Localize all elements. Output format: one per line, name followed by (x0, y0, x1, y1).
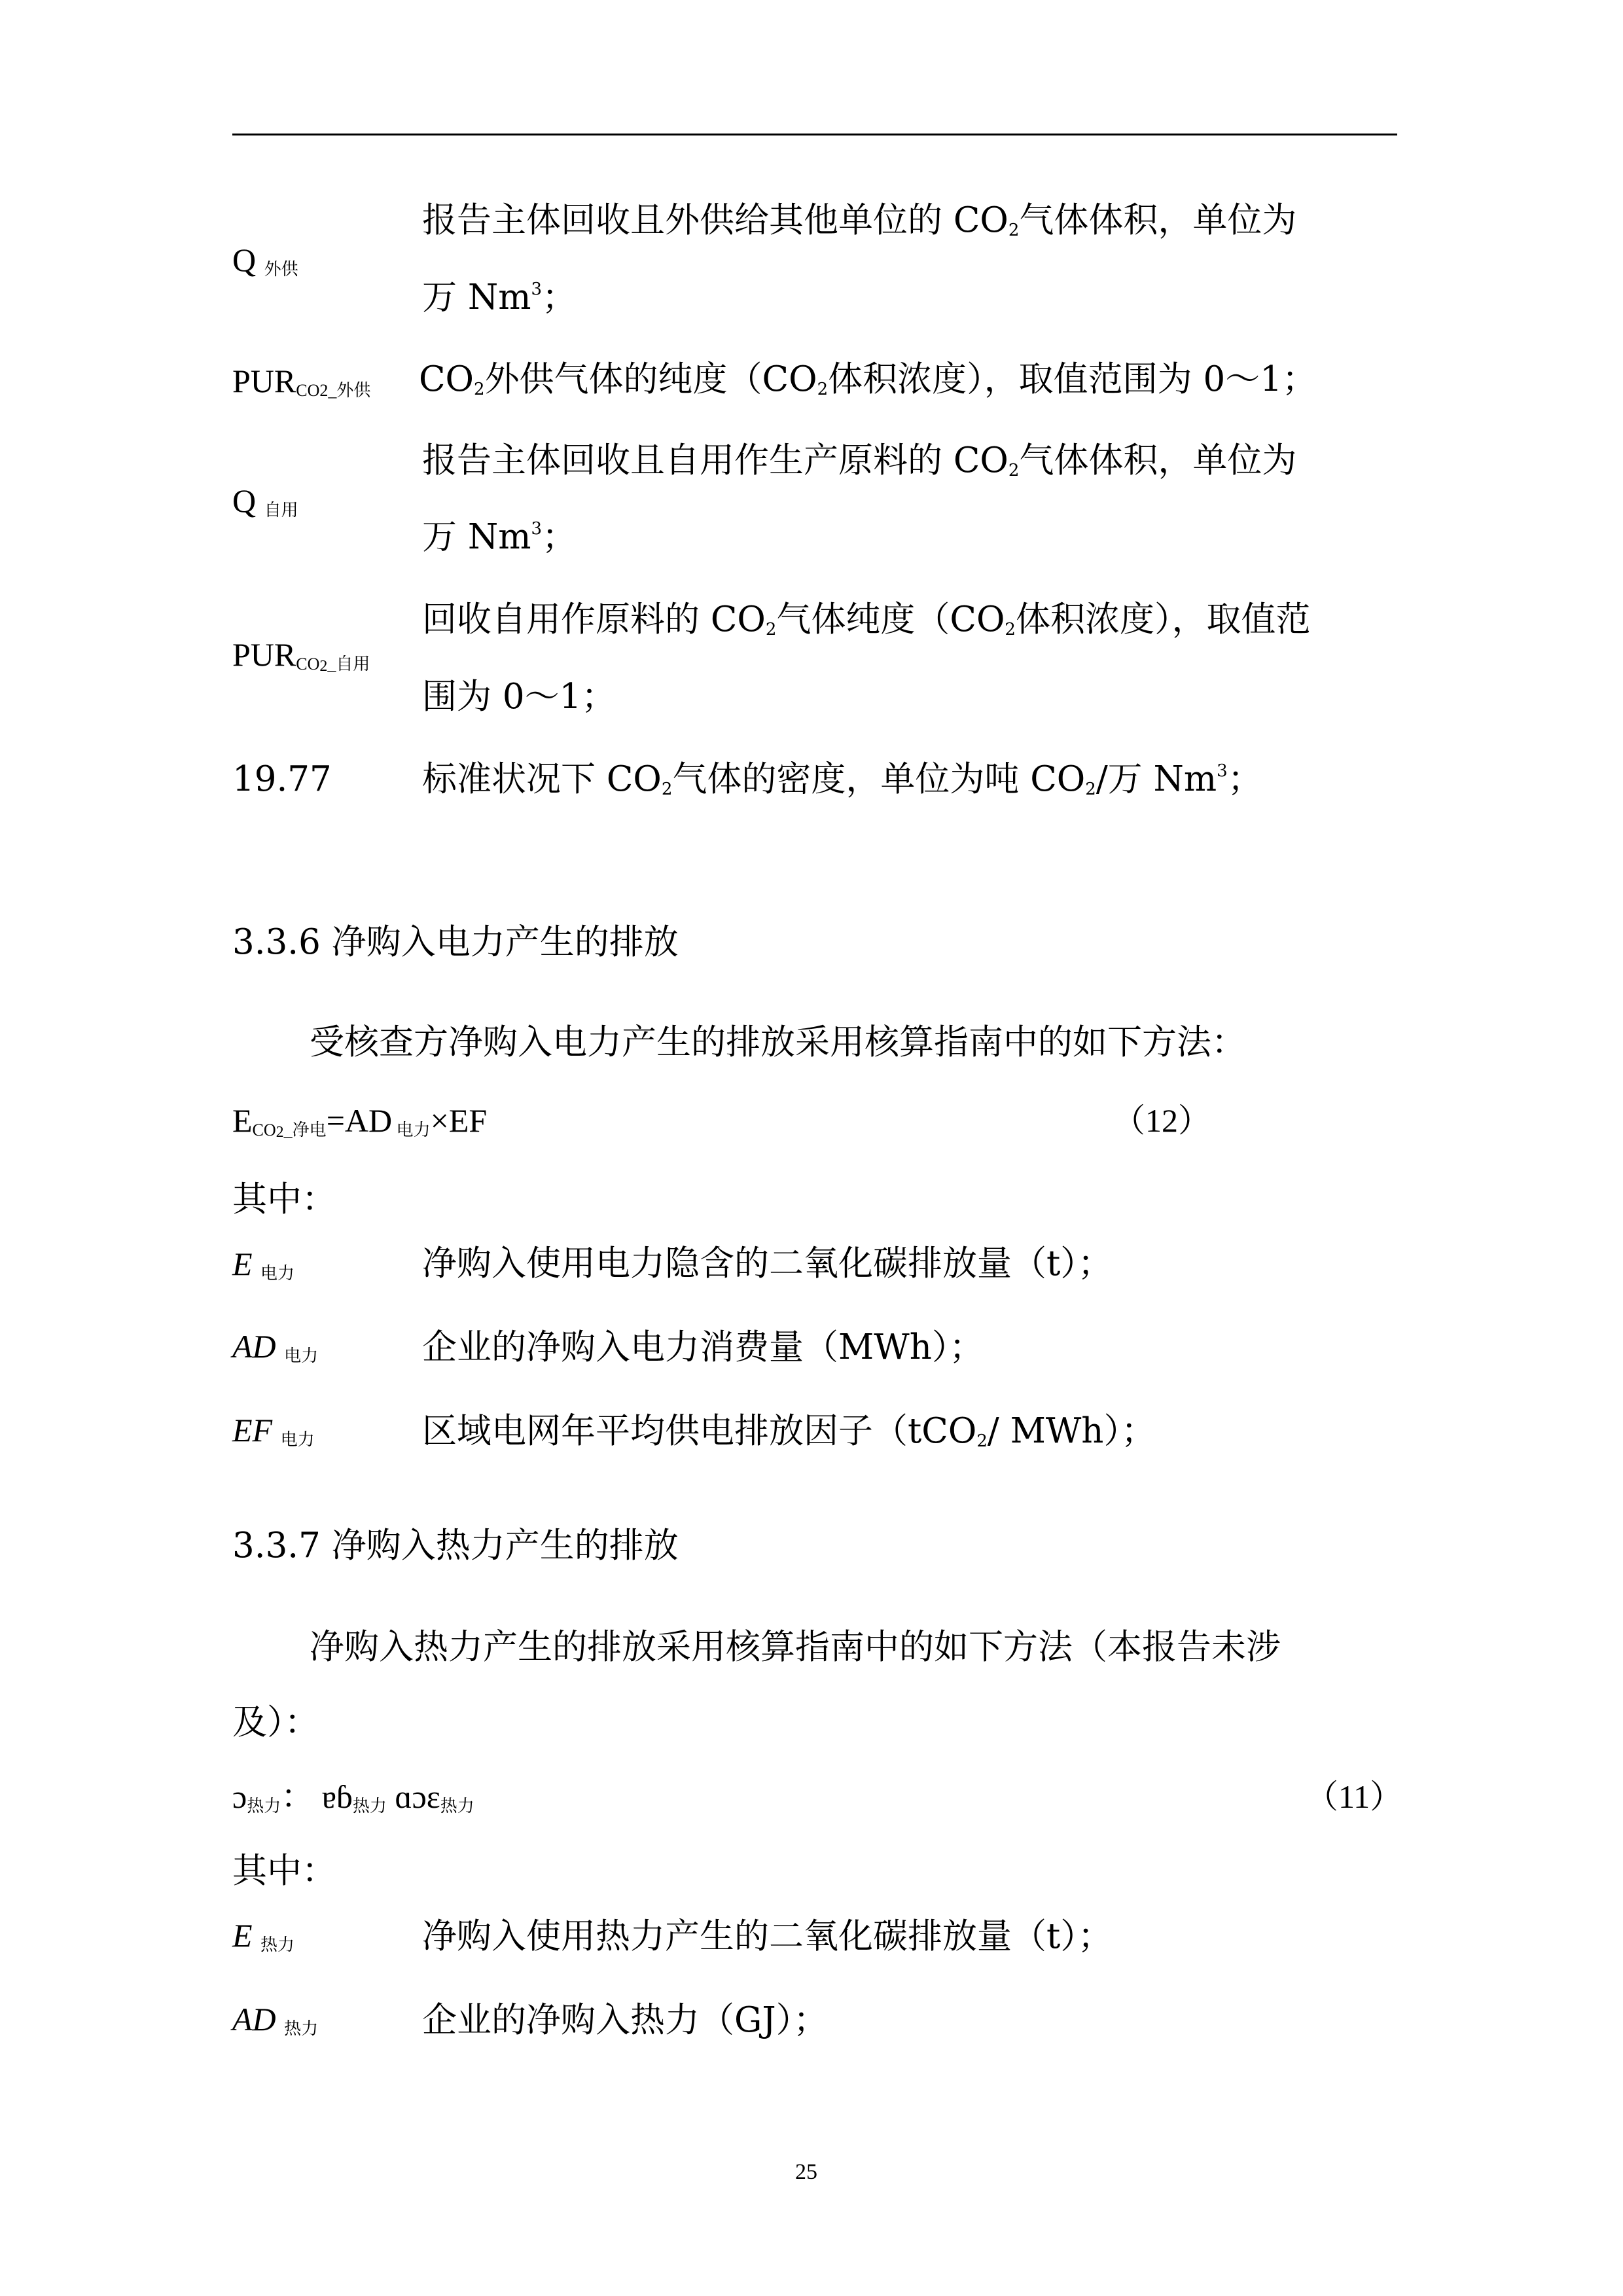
section-heading-3-3-6: 3.3.6 净购入电力产生的排放 (232, 922, 679, 962)
def-pur-self-line1: 回收自用作原料的 $CO_2$气体纯度（$CO_2$体积浓度），取值范 (422, 600, 1311, 639)
var-ad-heat: AD $_{热力}$ (232, 2001, 319, 2038)
var-ef-power-desc: 区域电网年平均供电排放因子（tCO$_2$/ MWh）； (422, 1411, 1156, 1451)
def-q-out-line1: 报告主体回收且外供给其他单位的 $CO_2$气体体积，单位为 (422, 200, 1297, 240)
def-pur-self-line2: 围为 0～1； (422, 677, 616, 717)
symbol-pur-self: $PUR_{CO}2_{\_自用}$ (232, 636, 370, 675)
var-ad-power-desc: 企业的净购入电力消费量（MWh）； (422, 1327, 984, 1367)
formula-11: ɔ$_{热力}$： ɐɓ$_{热力}$ ɑɔɛ$_{热力}$ (232, 1778, 474, 1816)
equation-number-11: （11） (1306, 1778, 1403, 1815)
symbol-q-self: Q $_{自用}$ (232, 482, 298, 520)
var-e-heat: E $_{热力}$ (232, 1917, 295, 1954)
equation-number-12: （12） (1113, 1102, 1211, 1139)
def-q-self-line2: 万 Nm$^3$； (422, 517, 577, 557)
var-ef-power: EF $_{电力}$ (232, 1412, 315, 1449)
var-ad-power: AD $_{电力}$ (232, 1328, 319, 1365)
sec337-where: 其中： (232, 1851, 336, 1891)
page-number: 25 (795, 2160, 817, 2184)
symbol-density: 19.77 (232, 759, 332, 799)
def-q-self-line1: 报告主体回收且自用作生产原料的 $CO_2$气体体积，单位为 (422, 440, 1297, 480)
var-e-power-desc: 净购入使用电力隐含的二氧化碳排放量（t）； (422, 1244, 1113, 1283)
def-density: 标准状况下 $CO_2$气体的密度，单位为吨 $CO_2/$万 Nm$^3$； (422, 759, 1262, 799)
var-e-heat-desc: 净购入使用热力产生的二氧化碳排放量（t）； (422, 1916, 1113, 1956)
def-q-out-line2: 万 Nm$^3$； (422, 278, 577, 317)
var-ad-heat-desc: 企业的净购入热力（GJ）； (422, 2000, 829, 2040)
var-e-power: E $_{电力}$ (232, 1246, 295, 1283)
def-pur-out: $CO_2$外供气体的纯度（$CO_2$体积浓度），取值范围为 0～1； (419, 359, 1317, 399)
sec337-intro-line1: 净购入热力产生的排放采用核算指南中的如下方法（本报告未涉 (310, 1627, 1281, 1667)
symbol-pur-out: $PUR_{CO2\_外供}$ (232, 363, 371, 400)
section-heading-3-3-7: 3.3.7 净购入热力产生的排放 (232, 1526, 679, 1566)
formula-12: $E_{CO}2_{\_净电}=AD$ $_{电力}$×EF (232, 1102, 488, 1141)
symbol-q-out: Q $_{外供}$ (232, 242, 298, 279)
header-rule (232, 134, 1397, 135)
sec336-intro: 受核查方净购入电力产生的排放采用核算指南中的如下方法： (310, 1022, 1246, 1062)
sec337-intro-line2: 及）： (232, 1702, 319, 1742)
sec336-where: 其中： (232, 1179, 336, 1219)
